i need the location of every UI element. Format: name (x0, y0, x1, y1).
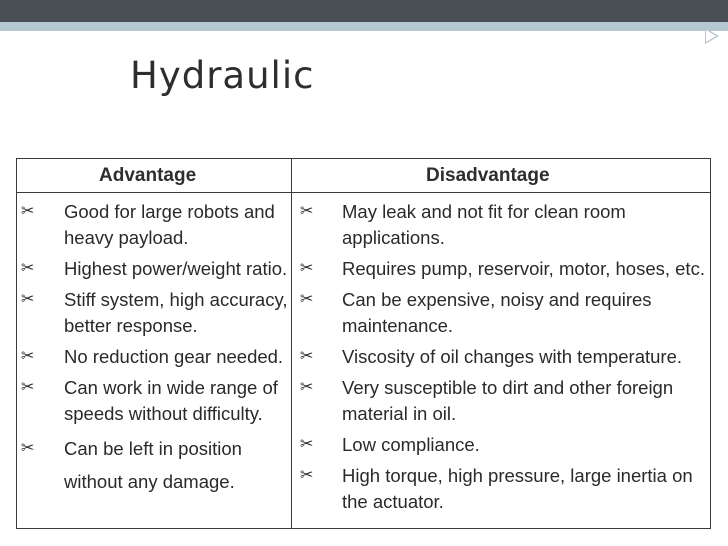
scissors-icon: ✂ (300, 465, 314, 484)
advantage-text: Highest power/weight ratio. (64, 258, 288, 279)
list-item (292, 344, 710, 370)
list-item (17, 256, 291, 282)
list-item (292, 199, 710, 251)
scissors-icon: ✂ (21, 377, 35, 396)
disadvantage-text: Viscosity of oil changes with temperature. (342, 346, 683, 367)
scissors-icon: ✂ (300, 377, 314, 396)
list-item (17, 199, 291, 251)
advantage-text: Can work in wide range of speeds without difficulty. (64, 377, 278, 424)
scissors-icon: ✂ (300, 201, 314, 220)
list-item (17, 344, 291, 370)
list-item (292, 256, 710, 282)
scissors-icon: ✂ (21, 438, 35, 457)
list-item (17, 287, 291, 339)
list-item (17, 432, 291, 498)
scissors-icon: ✂ (300, 434, 314, 453)
disadvantage-header: Disadvantage (292, 159, 711, 193)
scissors-icon: ✂ (21, 289, 35, 308)
slide-title: Hydraulic (130, 54, 315, 97)
disadvantage-text: High torque, high pressure, large inertia on the actuator. (342, 465, 693, 512)
advantage-text: Can be left in position without any damage. (64, 438, 242, 492)
disadvantage-text: Very susceptible to dirt and other foreign material in oil. (342, 377, 674, 424)
list-item (292, 432, 710, 458)
corner-arrow-inner-icon (706, 30, 716, 42)
scissors-icon: ✂ (300, 289, 314, 308)
slide-top-bar (0, 0, 728, 22)
advantages-cell (17, 193, 292, 529)
disadvantage-text: Requires pump, reservoir, motor, hoses, etc. (342, 258, 705, 279)
scissors-icon: ✂ (300, 258, 314, 277)
advantage-header: Advantage (17, 159, 292, 193)
list-item (17, 375, 291, 427)
list-item (292, 287, 710, 339)
comparison-table (16, 158, 711, 529)
list-item (292, 463, 710, 515)
table-header-row (17, 159, 711, 193)
slide-accent-stripe (0, 22, 728, 31)
scissors-icon: ✂ (21, 258, 35, 277)
table-body-row (17, 193, 711, 529)
disadvantage-text: May leak and not fit for clean room applications. (342, 201, 626, 248)
scissors-icon: ✂ (21, 201, 35, 220)
disadvantage-text: Low compliance. (342, 434, 480, 455)
advantage-text: Stiff system, high accuracy, better response. (64, 289, 288, 336)
advantage-text: Good for large robots and heavy payload. (64, 201, 275, 248)
disadvantages-cell (292, 193, 711, 529)
scissors-icon: ✂ (21, 346, 35, 365)
list-item (292, 375, 710, 427)
advantage-text: No reduction gear needed. (64, 346, 284, 367)
disadvantage-text: Can be expensive, noisy and requires maintenance. (342, 289, 652, 336)
scissors-icon: ✂ (300, 346, 314, 365)
